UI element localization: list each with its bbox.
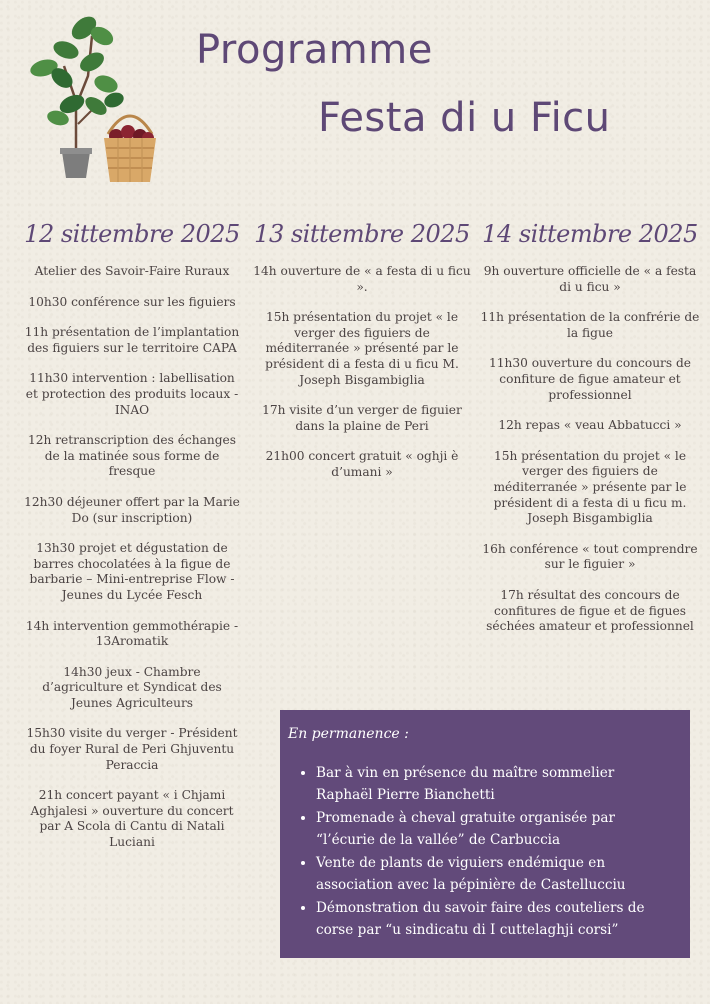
permanence-list xyxy=(288,762,674,941)
permanence-item: • Vente de plants de viguiers endémique en association avec la pépinière de Castellucciu xyxy=(316,852,674,896)
permanence-item: • Démonstration du savoir faire des couteliers de corse par “u sindicatu di I cuttelaghji corsi” xyxy=(316,897,674,941)
day-column-12 xyxy=(22,220,242,866)
day-date: 14 sittembre 2025 xyxy=(482,220,698,248)
permanence-item: • Bar à vin en présence du maître sommelier Raphaël Pierre Bianchetti xyxy=(316,762,674,806)
program-item: 15h30 visite du verger - Président du foyer Rural de Peri Ghjuventu Peraccia xyxy=(26,726,238,772)
program-item: 15h présentation du projet « le verger des figuiers de méditerranée » présenté par le président di a festa di u ficu M. Joseph Bisgambiglia xyxy=(265,310,459,387)
program-item: 10h30 conférence sur les figuiers xyxy=(28,294,236,309)
program-item: 11h présentation de la confrérie de la figue xyxy=(480,310,700,340)
program-item: 9h ouverture officielle de « a festa di u ficu » xyxy=(483,264,697,294)
program-item: 21h concert payant « i Chjami Aghjalesi » ouverture du concert par A Scola di Cantu di Natali Luciani xyxy=(30,788,234,850)
program-item: 17h visite d’un verger de figuier dans la plaine de Peri xyxy=(262,403,462,433)
day-date: 12 sittembre 2025 xyxy=(24,220,240,248)
program-item: 11h présentation de l’implantation des figuiers sur le territoire CAPA xyxy=(24,325,240,355)
program-item: Atelier des Savoir-Faire Ruraux xyxy=(34,264,230,278)
program-item: 12h30 déjeuner offert par la Marie Do (sur inscription) xyxy=(24,494,240,525)
day-column-13 xyxy=(252,220,472,496)
page-title-line2: Festa di u Ficu xyxy=(318,95,611,141)
program-item: 21h00 concert gratuit « oghji è d’umani » xyxy=(265,449,459,479)
page-title-line1: Programme xyxy=(196,27,433,73)
day-column-14 xyxy=(480,220,700,650)
program-item: 12h repas « veau Abbatucci » xyxy=(498,418,682,433)
program-item: 11h30 intervention : labellisation et protection des produits locaux - INAO xyxy=(25,371,239,417)
program-item: 13h30 projet et dégustation de barres chocolatées à la figue de barbarie – Mini-entreprise Flow - Jeunes du Lycée Fesch xyxy=(29,541,235,602)
program-item: 16h conférence « tout comprendre sur le figuier » xyxy=(482,541,698,572)
day-date: 13 sittembre 2025 xyxy=(254,220,470,248)
fig-plant-basket-illustration xyxy=(18,6,168,192)
program-item: 14h30 jeux - Chambre d’agriculture et Syndicat des Jeunes Agriculteurs xyxy=(42,664,222,710)
program-item: 12h retranscription des échanges de la matinée sous forme de fresque xyxy=(28,433,236,479)
fig-basket-icon xyxy=(104,116,156,182)
program-item: 17h résultat des concours de confitures de figue et de figues séchées amateur et professionnel xyxy=(486,587,694,634)
permanence-panel xyxy=(280,710,690,958)
program-item: 15h présentation du projet « le verger des figuiers de méditerranée » présente par le président di a festa di u ficu m. Joseph Bisgambiglia xyxy=(493,448,687,526)
permanence-title: En permanence : xyxy=(288,726,409,742)
program-item: 14h intervention gemmothérapie - 13Aromatik xyxy=(25,618,239,649)
program-item: 11h30 ouverture du concours de confiture de figue amateur et professionnel xyxy=(488,356,692,402)
permanence-item: • Promenade à cheval gratuite organisée par “l’écurie de la vallée” de Carbuccia xyxy=(316,807,674,851)
program-item: 14h ouverture de « a festa di u ficu ». xyxy=(253,264,471,294)
